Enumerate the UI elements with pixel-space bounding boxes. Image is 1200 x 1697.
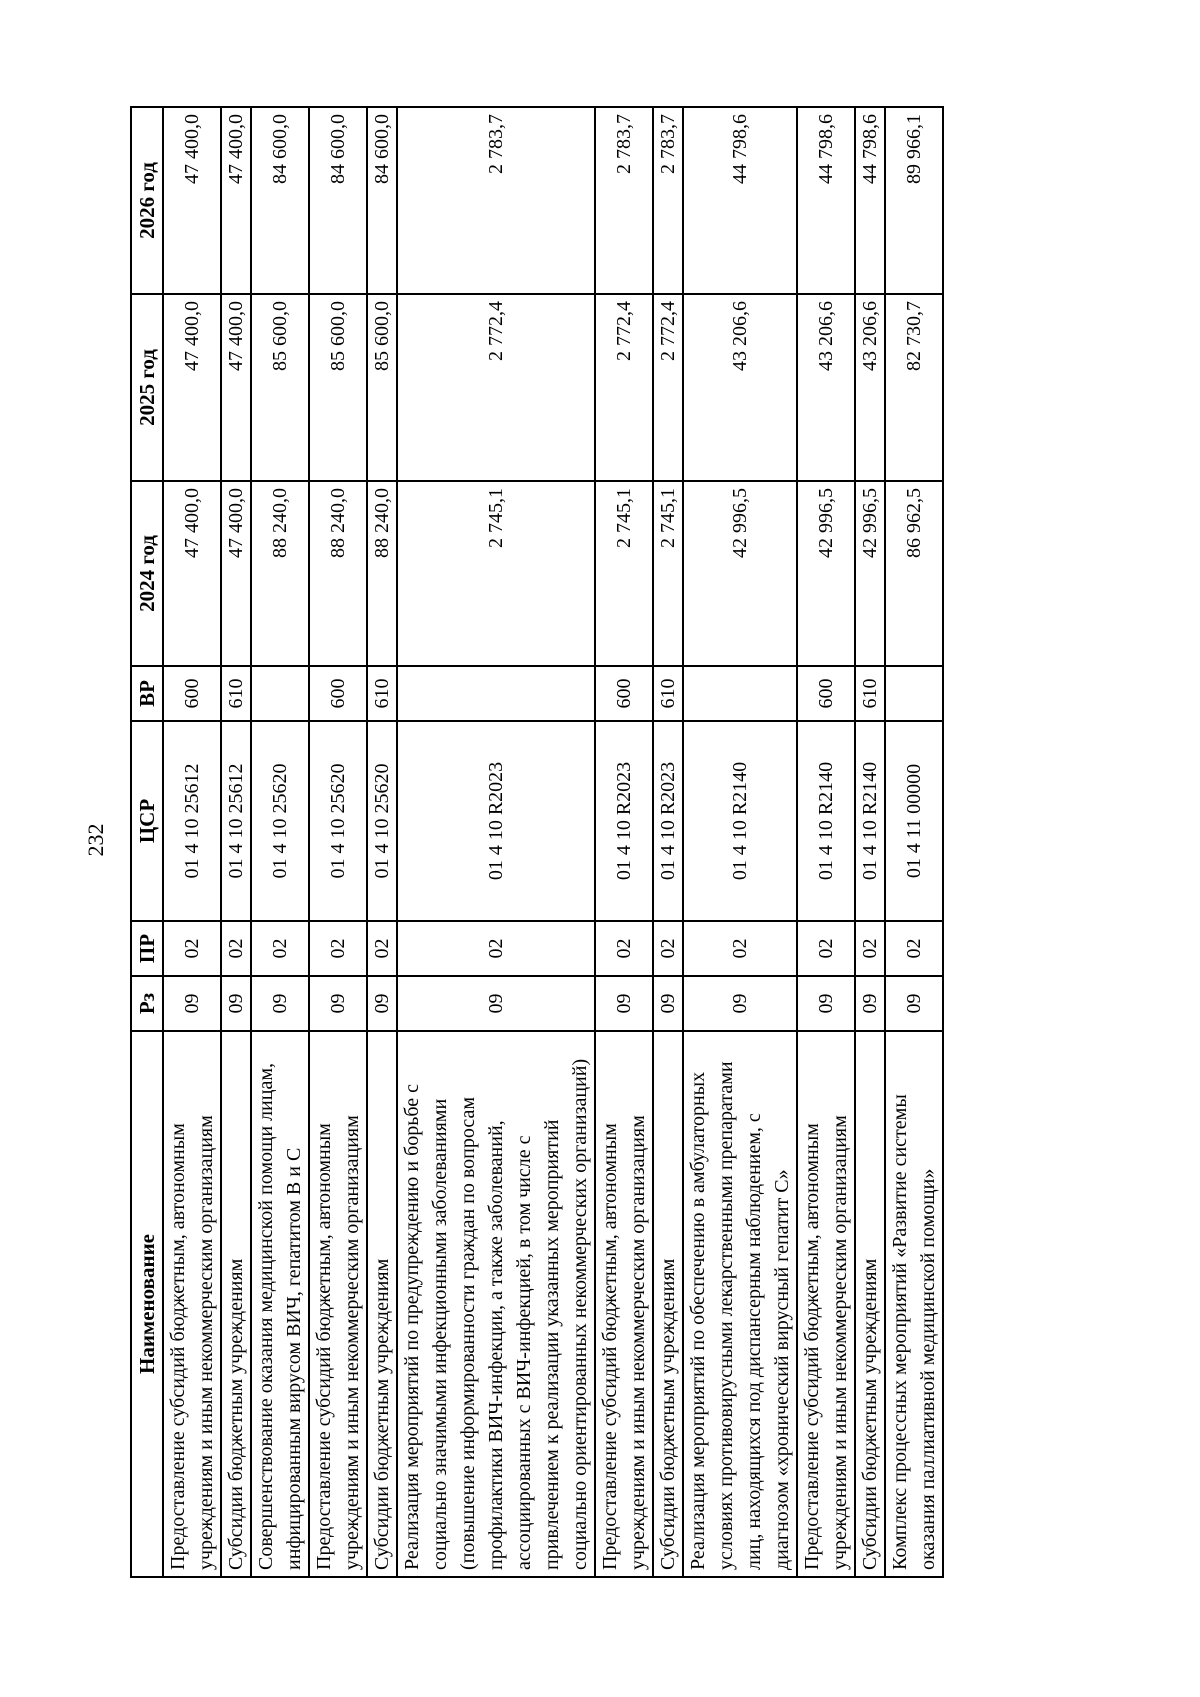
row-rz: 09	[653, 976, 683, 1031]
row-csr: 01 4 10 25620	[367, 721, 397, 921]
row-rz: 09	[595, 976, 653, 1031]
row-pr: 02	[797, 921, 855, 976]
row-pr: 02	[251, 921, 309, 976]
row-2026: 84 600,0	[367, 107, 397, 294]
row-2026: 89 966,1	[885, 107, 943, 294]
table-row	[595, 107, 653, 1577]
row-pr: 02	[221, 921, 251, 976]
row-csr: 01 4 11 00000	[885, 721, 943, 921]
row-name: Субсидии бюджетным учреждениям	[653, 1031, 683, 1577]
row-2026: 47 400,0	[163, 107, 221, 294]
row-2024: 2 745,1	[595, 481, 653, 666]
row-name: Субсидии бюджетным учреждениям	[855, 1031, 885, 1577]
row-rz: 09	[367, 976, 397, 1031]
row-pr: 02	[163, 921, 221, 976]
row-2025: 82 730,7	[885, 294, 943, 481]
row-csr: 01 4 10 R2023	[653, 721, 683, 921]
row-2025: 85 600,0	[251, 294, 309, 481]
row-2024: 86 962,5	[885, 481, 943, 666]
header-vr: ВР	[131, 666, 163, 721]
row-pr: 02	[855, 921, 885, 976]
row-vr: 610	[367, 666, 397, 721]
row-csr: 01 4 10 25612	[221, 721, 251, 921]
table-row	[653, 107, 683, 1577]
row-name: Субсидии бюджетным учреждениям	[221, 1031, 251, 1577]
row-2024: 88 240,0	[309, 481, 367, 666]
row-2026: 47 400,0	[221, 107, 251, 294]
row-2024: 88 240,0	[251, 481, 309, 666]
row-2025: 85 600,0	[367, 294, 397, 481]
row-2026: 2 783,7	[595, 107, 653, 294]
row-pr: 02	[309, 921, 367, 976]
row-csr: 01 4 10 25620	[251, 721, 309, 921]
row-vr: 610	[221, 666, 251, 721]
row-2026: 44 798,6	[855, 107, 885, 294]
row-name: Совершенствование оказания медицинской помощи лицам, инфицированным вирусом ВИЧ, гепатитом В и С	[251, 1031, 309, 1577]
page-number: 232	[83, 823, 108, 857]
row-csr: 01 4 10 R2140	[683, 721, 797, 921]
row-pr: 02	[683, 921, 797, 976]
row-2025: 85 600,0	[309, 294, 367, 481]
row-rz: 09	[885, 976, 943, 1031]
row-2024: 47 400,0	[221, 481, 251, 666]
row-2025: 2 772,4	[397, 294, 595, 481]
row-name: Предоставление субсидий бюджетным, автономным учреждениям и иным некоммерческим организациям	[595, 1031, 653, 1577]
row-csr: 01 4 10 R2140	[855, 721, 885, 921]
row-csr: 01 4 10 R2023	[397, 721, 595, 921]
row-rz: 09	[221, 976, 251, 1031]
header-2024: 2024 год	[131, 481, 163, 666]
row-csr: 01 4 10 R2023	[595, 721, 653, 921]
row-rz: 09	[683, 976, 797, 1031]
table-row	[855, 107, 885, 1577]
header-pr: ПР	[131, 921, 163, 976]
row-rz: 09	[163, 976, 221, 1031]
row-vr	[885, 666, 943, 721]
row-pr: 02	[367, 921, 397, 976]
row-2024: 88 240,0	[367, 481, 397, 666]
row-vr: 610	[855, 666, 885, 721]
header-2025: 2025 год	[131, 294, 163, 481]
table-row	[221, 107, 251, 1577]
table-row	[797, 107, 855, 1577]
row-pr: 02	[653, 921, 683, 976]
budget-table	[130, 106, 944, 1578]
header-name: Наименование	[131, 1031, 163, 1577]
row-2025: 43 206,6	[855, 294, 885, 481]
row-csr: 01 4 10 25620	[309, 721, 367, 921]
row-pr: 02	[595, 921, 653, 976]
row-name: Предоставление субсидий бюджетным, автономным учреждениям и иным некоммерческим организациям	[309, 1031, 367, 1577]
table-header-row	[131, 107, 163, 1577]
row-csr: 01 4 10 25612	[163, 721, 221, 921]
row-name: Реализация мероприятий по предупреждению и борьбе с социально значимыми инфекционными заболеваниями (повышение информированности граждан по вопросам профилактики ВИЧ-инфекции, а также заболеваний, ассоциированных с ВИЧ-инфекцией, в том числе с привлечением к реализации указанных мероприятий социально ориентированных некоммерческих организаций)	[397, 1031, 595, 1577]
header-2026: 2026 год	[131, 107, 163, 294]
row-vr: 600	[595, 666, 653, 721]
row-2024: 47 400,0	[163, 481, 221, 666]
table-row	[309, 107, 367, 1577]
row-csr: 01 4 10 R2140	[797, 721, 855, 921]
row-rz: 09	[797, 976, 855, 1031]
table-row	[251, 107, 309, 1577]
row-2024: 2 745,1	[397, 481, 595, 666]
row-2026: 2 783,7	[397, 107, 595, 294]
row-vr: 600	[163, 666, 221, 721]
row-2025: 43 206,6	[797, 294, 855, 481]
row-2025: 47 400,0	[163, 294, 221, 481]
row-2026: 84 600,0	[309, 107, 367, 294]
row-vr	[251, 666, 309, 721]
row-rz: 09	[855, 976, 885, 1031]
table-row	[683, 107, 797, 1577]
row-2025: 43 206,6	[683, 294, 797, 481]
row-name: Комплекс процессных мероприятий «Развитие системы оказания паллиативной медицинской помощи»	[885, 1031, 943, 1577]
row-vr: 600	[797, 666, 855, 721]
row-2025: 2 772,4	[653, 294, 683, 481]
row-2026: 44 798,6	[683, 107, 797, 294]
table-row	[397, 107, 595, 1577]
row-2025: 47 400,0	[221, 294, 251, 481]
row-vr: 600	[309, 666, 367, 721]
table-row	[367, 107, 397, 1577]
row-vr: 610	[653, 666, 683, 721]
row-2026: 84 600,0	[251, 107, 309, 294]
row-rz: 09	[309, 976, 367, 1031]
row-2026: 44 798,6	[797, 107, 855, 294]
row-2024: 42 996,5	[797, 481, 855, 666]
row-2026: 2 783,7	[653, 107, 683, 294]
row-pr: 02	[397, 921, 595, 976]
header-csr: ЦСР	[131, 721, 163, 921]
row-vr	[683, 666, 797, 721]
table-row	[885, 107, 943, 1577]
row-vr	[397, 666, 595, 721]
header-rz: Рз	[131, 976, 163, 1031]
row-name: Субсидии бюджетным учреждениям	[367, 1031, 397, 1577]
row-2024: 42 996,5	[683, 481, 797, 666]
row-2025: 2 772,4	[595, 294, 653, 481]
row-name: Реализация мероприятий по обеспечению в амбулаторных условиях противовирусными лекарственными препаратами лиц, находящихся под диспансерным наблюдением, с диагнозом «хронический вирусный гепатит С»	[683, 1031, 797, 1577]
row-2024: 42 996,5	[855, 481, 885, 666]
table-row	[163, 107, 221, 1577]
row-rz: 09	[397, 976, 595, 1031]
rotated-table-sheet	[130, 108, 986, 1578]
row-rz: 09	[251, 976, 309, 1031]
row-name: Предоставление субсидий бюджетным, автономным учреждениям и иным некоммерческим организациям	[163, 1031, 221, 1577]
row-2024: 2 745,1	[653, 481, 683, 666]
row-pr: 02	[885, 921, 943, 976]
row-name: Предоставление субсидий бюджетным, автономным учреждениям и иным некоммерческим организациям	[797, 1031, 855, 1577]
